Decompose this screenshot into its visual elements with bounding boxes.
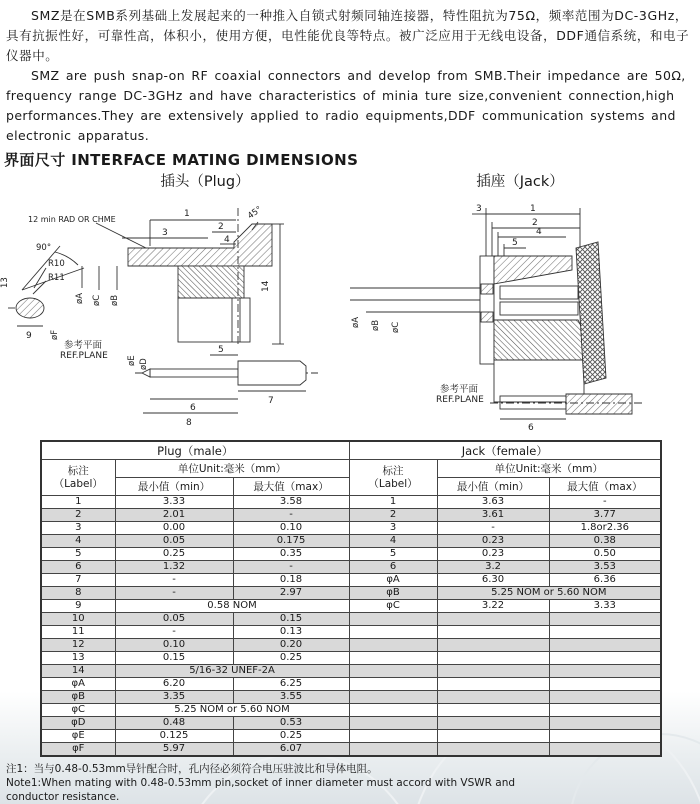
table-cell: 0.58 NOM: [115, 600, 349, 613]
jack-phi-b: øB: [371, 319, 381, 331]
table-cell: 0.15: [233, 613, 349, 626]
table-cell: 0.10: [233, 522, 349, 535]
plug-label-cn: 标注: [67, 465, 89, 478]
plug-label-en: （Label）: [53, 477, 103, 490]
table-cell: 9: [41, 600, 115, 613]
table-cell: 3.33: [115, 496, 233, 509]
table-cell: 11: [41, 626, 115, 639]
table-cell: -: [115, 626, 233, 639]
table-cell: 5: [349, 548, 437, 561]
table-row: [41, 704, 661, 717]
jack-dim-6: 6: [528, 423, 534, 432]
table-cell: 2: [41, 509, 115, 522]
table-cell: 0.25: [233, 652, 349, 665]
table-cell: 1.32: [115, 561, 233, 574]
plug-label-header: [41, 460, 115, 496]
table-cell: 0.38: [549, 535, 661, 548]
plug-drawing-block: [0, 172, 340, 436]
plug-ref-plane-en: REF.PLANE: [60, 351, 108, 361]
table-cell: 3.33: [549, 600, 661, 613]
plug-male-header: Plug（male）: [41, 441, 349, 460]
table-row: [41, 626, 661, 639]
table-cell: 0.25: [115, 548, 233, 561]
table-cell: -: [233, 561, 349, 574]
table-cell: 0.35: [233, 548, 349, 561]
intro-block: [0, 0, 700, 146]
table-row: [41, 717, 661, 730]
table-cell: 6.30: [437, 574, 549, 587]
table-cell: 0.10: [115, 639, 233, 652]
table-cell: [549, 678, 661, 691]
table-cell: φD: [41, 717, 115, 730]
table-row: [41, 600, 661, 613]
table-cell: 0.05: [115, 613, 233, 626]
table-row: [41, 613, 661, 626]
table-cell: [437, 717, 549, 730]
table-cell: 0.23: [437, 535, 549, 548]
plug-note-rad: 12 min RAD OR CHME: [28, 215, 116, 224]
plug-dim-6: 6: [190, 403, 196, 413]
table-cell: [349, 717, 437, 730]
table-cell: [549, 704, 661, 717]
section-title-cn: 界面尺寸: [4, 151, 66, 169]
table-cell: φE: [41, 730, 115, 743]
table-cell: [349, 704, 437, 717]
section-title-en: INTERFACE MATING DIMENSIONS: [71, 151, 359, 169]
table-row: [41, 561, 661, 574]
table-cell: 0.53: [233, 717, 349, 730]
table-row: [41, 548, 661, 561]
intro-paragraph-en: SMZ are push snap-on RF coaxial connectors and develop from SMB.Their impedance are 50Ω, frequency range DC-3GHz and have characteristics of minia ture size,convenient connection,high performances.They are extensively applied to radio equipments,DDF communication systems and electronic apparatus.: [6, 68, 686, 143]
table-cell: 3: [349, 522, 437, 535]
plug-technical-drawing: [0, 192, 340, 432]
table-cell: 1: [41, 496, 115, 509]
jack-label-en: （Label）: [368, 477, 418, 490]
table-cell: 0.48: [115, 717, 233, 730]
plug-phi-e: øE: [127, 355, 137, 366]
table-cell: -: [437, 522, 549, 535]
table-cell: [549, 665, 661, 678]
plug-angle-90: 90°: [36, 243, 52, 253]
table-cell: [549, 639, 661, 652]
table-cell: [549, 652, 661, 665]
table-cell: 0.125: [115, 730, 233, 743]
jack-dim-4: 4: [536, 227, 542, 237]
table-row: [41, 652, 661, 665]
section-title: [4, 149, 700, 170]
table-cell: 0.25: [233, 730, 349, 743]
table-cell: 0.175: [233, 535, 349, 548]
table-cell: φA: [349, 574, 437, 587]
plug-min-header: 最小值（min）: [115, 478, 233, 496]
table-cell: [349, 730, 437, 743]
table-cell: [349, 678, 437, 691]
table-cell: φB: [41, 691, 115, 704]
plug-max-header: 最大值（max）: [233, 478, 349, 496]
table-cell: 13: [41, 652, 115, 665]
note1-en: Note1:When mating with 0.48-0.53mm pin,socket of inner diameter must accord with VSWR and conductor resistance.: [6, 777, 516, 803]
table-cell: 1.8or2.36: [549, 522, 661, 535]
table-cell: [437, 704, 549, 717]
table-cell: [349, 652, 437, 665]
jack-ref-plane-en: REF.PLANE: [436, 395, 484, 405]
plug-dim-13: 13: [0, 277, 10, 288]
plug-radius-r10: R10: [48, 259, 65, 269]
plug-dim-14: 14: [261, 280, 271, 292]
table-cell: [437, 730, 549, 743]
table-cell: 3.61: [437, 509, 549, 522]
table-cell: [549, 691, 661, 704]
jack-dim-2: 2: [532, 218, 538, 228]
jack-unit-header: 单位Unit:毫米（mm）: [437, 460, 661, 478]
plug-dim-8: 8: [186, 418, 192, 428]
table-cell: 0.05: [115, 535, 233, 548]
table-cell: 3.55: [233, 691, 349, 704]
table-cell: 3.58: [233, 496, 349, 509]
table-cell: [437, 639, 549, 652]
table-cell: 6.20: [115, 678, 233, 691]
jack-title: 插座（Jack）: [476, 174, 564, 190]
table-cell: 4: [349, 535, 437, 548]
table-row: [41, 743, 661, 757]
table-cell: [437, 665, 549, 678]
drawings-row: [0, 172, 700, 436]
table-cell: 0.15: [115, 652, 233, 665]
table-cell: 3.63: [437, 496, 549, 509]
table-cell: 0.50: [549, 548, 661, 561]
table-cell: 5: [41, 548, 115, 561]
jack-technical-drawing: [340, 192, 700, 432]
jack-dim-5: 5: [512, 238, 518, 248]
plug-phi-a: øA: [75, 292, 85, 304]
table-cell: 7: [41, 574, 115, 587]
jack-label-cn: 标注: [382, 465, 404, 478]
table-row: [41, 691, 661, 704]
table-cell: 4: [41, 535, 115, 548]
table-cell: 3.53: [549, 561, 661, 574]
table-cell: [349, 626, 437, 639]
table-cell: 2.97: [233, 587, 349, 600]
plug-angle-45: 45°: [245, 204, 265, 222]
table-cell: 2.01: [115, 509, 233, 522]
table-row: [41, 522, 661, 535]
table-cell: 0.18: [233, 574, 349, 587]
table-row: [41, 678, 661, 691]
table-cell: [437, 626, 549, 639]
table-cell: 3.77: [549, 509, 661, 522]
table-cell: [349, 665, 437, 678]
table-cell: [549, 717, 661, 730]
jack-female-header: Jack（female）: [349, 441, 661, 460]
table-cell: 0.00: [115, 522, 233, 535]
plug-dim-5: 5: [218, 345, 224, 355]
table-cell: [349, 613, 437, 626]
table-cell: -: [549, 496, 661, 509]
table-cell: 3.22: [437, 600, 549, 613]
table-cell: 0.23: [437, 548, 549, 561]
table-cell: [549, 730, 661, 743]
jack-ref-plane-cn: 参考平面: [440, 384, 479, 395]
plug-phi-d: øD: [139, 358, 149, 370]
table-cell: [437, 613, 549, 626]
jack-phi-a: øA: [351, 316, 361, 328]
table-row: [41, 574, 661, 587]
table-cell: [549, 743, 661, 757]
table-cell: 0.13: [233, 626, 349, 639]
table-cell: 3.35: [115, 691, 233, 704]
plug-ref-plane-cn: 参考平面: [64, 340, 103, 351]
table-cell: [349, 743, 437, 757]
plug-radius-r11: R11: [48, 273, 65, 283]
plug-dim-9: 9: [26, 331, 32, 341]
table-cell: 6.07: [233, 743, 349, 757]
table-row: [41, 535, 661, 548]
intro-paragraph-cn: SMZ是在SMB系列基础上发展起来的一种推入自锁式射频同轴连接器，特性阻抗为75Ω，频率范围为DC-3GHz，具有抗振性好，可靠性高，体积小，使用方便，电性能优良等特点。被广泛应用于无线电设备，DDF通信系统，和电子仪器中。: [6, 8, 690, 63]
table-cell: [549, 613, 661, 626]
table-cell: -: [233, 509, 349, 522]
table-cell: φA: [41, 678, 115, 691]
table-cell: φC: [41, 704, 115, 717]
table-cell: 3: [41, 522, 115, 535]
table-cell: 5/16-32 UNEF-2A: [115, 665, 349, 678]
plug-title: 插头（Plug）: [160, 174, 250, 190]
table-cell: 8: [41, 587, 115, 600]
note1-cn: 注1：当与0.48-0.53mm导针配合时，孔内径必须符合电压驻波比和导体电阻。: [6, 763, 378, 775]
table-cell: 0.20: [233, 639, 349, 652]
table-cell: φB: [349, 587, 437, 600]
table-cell: 12: [41, 639, 115, 652]
jack-dim-3: 3: [476, 204, 482, 214]
table-cell: -: [115, 574, 233, 587]
plug-dim-4: 4: [224, 235, 230, 245]
table-cell: φC: [349, 600, 437, 613]
table-row: [41, 730, 661, 743]
table-cell: [437, 691, 549, 704]
jack-drawing-block: [340, 172, 700, 436]
table-cell: [437, 652, 549, 665]
jack-phi-c: øC: [391, 321, 401, 333]
table-cell: 6.36: [549, 574, 661, 587]
plug-unit-header: 单位Unit:毫米（mm）: [115, 460, 349, 478]
jack-max-header: 最大值（max）: [549, 478, 661, 496]
table-cell: [549, 626, 661, 639]
table-row: [41, 509, 661, 522]
table-cell: 5.25 NOM or 5.60 NOM: [437, 587, 661, 600]
table-cell: 6.25: [233, 678, 349, 691]
table-cell: 5.25 NOM or 5.60 NOM: [115, 704, 349, 717]
table-cell: [349, 691, 437, 704]
table-row: [41, 639, 661, 652]
table-cell: 10: [41, 613, 115, 626]
plug-dim-7: 7: [268, 396, 274, 406]
table-cell: 3.2: [437, 561, 549, 574]
jack-min-header: 最小值（min）: [437, 478, 549, 496]
table-cell: [437, 678, 549, 691]
plug-dim-2: 2: [218, 222, 224, 232]
table-row: [41, 587, 661, 600]
table-row: [41, 665, 661, 678]
plug-phi-b: øB: [110, 294, 120, 306]
jack-dim-1: 1: [530, 204, 536, 214]
jack-label-header: [349, 460, 437, 496]
plug-dim-3: 3: [162, 228, 168, 238]
notes-block: [6, 762, 700, 804]
table-cell: 6: [349, 561, 437, 574]
table-cell: 6: [41, 561, 115, 574]
table-cell: 5.97: [115, 743, 233, 757]
table-cell: φF: [41, 743, 115, 757]
table-cell: 14: [41, 665, 115, 678]
plug-phi-c: øC: [92, 294, 102, 306]
plug-dim-1: 1: [184, 209, 190, 219]
plug-phi-f: øF: [50, 329, 60, 340]
table-cell: [437, 743, 549, 757]
dimensions-table: [40, 440, 662, 757]
table-cell: -: [115, 587, 233, 600]
table-cell: [349, 639, 437, 652]
table-cell: 2: [349, 509, 437, 522]
table-cell: 1: [349, 496, 437, 509]
table-row: [41, 496, 661, 509]
